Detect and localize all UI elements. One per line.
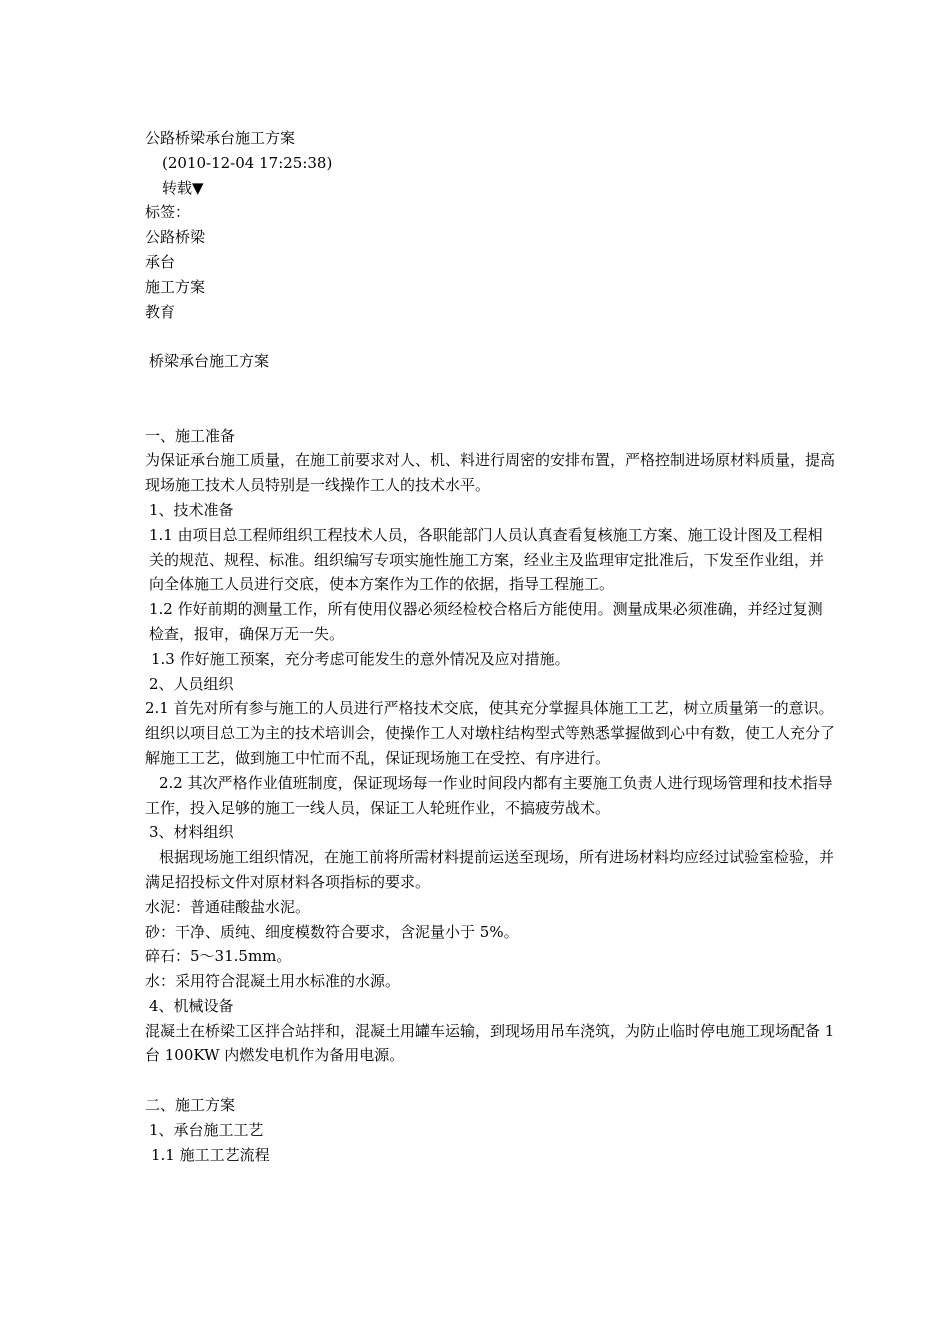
- tag-link[interactable]: 公路桥梁: [145, 228, 206, 247]
- post-timestamp: (2010-12-04 17:25:38): [162, 153, 333, 172]
- subsection-heading: 1.1 施工工艺流程: [151, 1145, 270, 1164]
- paragraph: 1.3 作好施工预案，充分考虑可能发生的意外情况及应对措施。: [151, 649, 570, 668]
- paragraph: 混凝土在桥梁工区拌合站拌和，混凝土用罐车运输，到现场用吊车浇筑，为防止临时停电施工现场配备 1 台 100KW 内燃发电机作为备用电源。: [145, 1021, 835, 1065]
- subsection-heading: 2、人员组织: [149, 674, 234, 693]
- paragraph: 根据现场施工组织情况，在施工前将所需材料提前运送至现场，所有进场材料均应经过试验室检验，并满足招投标文件对原材料各项指标的要求。: [145, 848, 835, 891]
- document-content: [145, 126, 835, 1167]
- paragraph: 2.1 首先对所有参与施工的人员进行严格技术交底，使其充分掌握具体施工工艺，树立质量第一的意识。组织以项目总工为主的技术培训会，使操作工人对墩柱结构型式等熟悉掌握做到心中有数，使工人充分了解施工工艺，做到施工中忙而不乱，保证现场施工在受控、有序进行。: [145, 699, 836, 767]
- material-item: 水：采用符合混凝土用水标准的水源。: [145, 972, 401, 991]
- subsection-heading: 1、技术准备: [149, 500, 234, 519]
- tag-link[interactable]: 施工方案: [145, 277, 206, 296]
- repost-link[interactable]: 转载▼: [162, 178, 204, 197]
- tag-link[interactable]: 承台: [145, 252, 176, 271]
- section-heading: 二、施工方案: [145, 1096, 236, 1115]
- subsection-heading: 3、材料组织: [149, 823, 234, 842]
- paragraph: 为保证承台施工质量，在施工前要求对人、机、料进行周密的安排布置，严格控制进场原材料质量，提高现场施工技术人员特别是一线操作工人的技术水平。: [145, 451, 836, 495]
- paragraph: 1.1 由项目总工程师组织工程技术人员，各职能部门人员认真查看复核施工方案、施工设计图及工程相关的规范、规程、标准。组织编写专项实施性施工方案，经业主及监理审定批准后，下发至作业组，并向全体施工人员进行交底，使本方案作为工作的依据，指导工程施工。: [149, 525, 825, 594]
- subsection-heading: 4、机械设备: [149, 996, 234, 1015]
- post-title: 公路桥梁承台施工方案: [145, 129, 296, 147]
- material-item: 碎石：5～31.5mm。: [145, 947, 292, 966]
- subsection-heading: 1、承台施工工艺: [149, 1120, 264, 1139]
- material-item: 砂：干净、质纯、细度模数符合要求，含泥量小于 5%。: [145, 922, 519, 941]
- paragraph: 1.2 作好前期的测量工作，所有使用仪器必须经检校合格后方能使用。测量成果必须准确，并经过复测检查，报审，确保万无一失。: [149, 600, 823, 643]
- tag-link[interactable]: 教育: [145, 302, 176, 321]
- document-title: 桥梁承台施工方案: [149, 352, 270, 371]
- paragraph: 2.2 其次严格作业值班制度，保证现场每一作业时间段内都有主要施工负责人进行现场管理和技术指导工作，投入足够的施工一线人员，保证工人轮班作业，不搞疲劳战术。: [145, 773, 833, 817]
- section-heading: 一、施工准备: [145, 426, 236, 445]
- material-item: 水泥：普通硅酸盐水泥。: [145, 897, 311, 916]
- tags-label: 标签：: [145, 203, 191, 222]
